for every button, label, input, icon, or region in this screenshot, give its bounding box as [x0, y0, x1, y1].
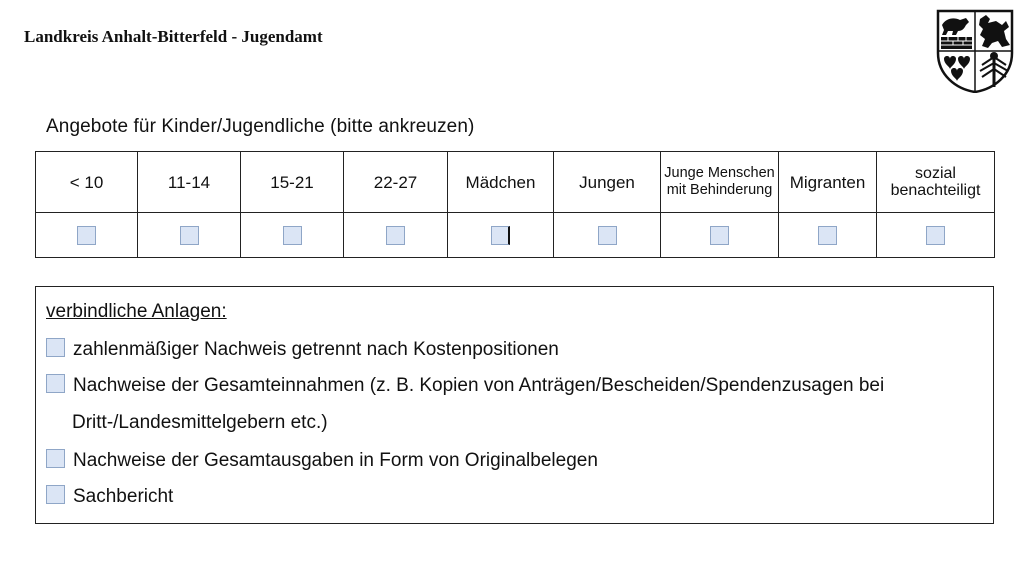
checkbox-jungen[interactable] — [598, 226, 617, 245]
checkbox-gesamteinnahmen[interactable] — [46, 374, 65, 393]
column-header: 15-21 — [241, 152, 344, 213]
column-header: 22-27 — [344, 152, 448, 213]
checkbox-11-14[interactable] — [180, 226, 199, 245]
checkbox-migranten[interactable] — [818, 226, 837, 245]
checkbox-sozial-benachteiligt[interactable] — [926, 226, 945, 245]
attachment-label: Nachweise der Gesamtausgaben in Form von Originalbelegen — [73, 450, 598, 471]
attachments-heading: verbindliche Anlagen: — [46, 301, 227, 322]
column-header: Mädchen — [448, 152, 554, 213]
attachment-label-continuation: Dritt-/Landesmittelgebern etc.) — [72, 412, 328, 433]
checkbox-15-21[interactable] — [283, 226, 302, 245]
column-header: Junge Menschen mit Behinderung — [661, 152, 779, 213]
attachment-label: zahlenmäßiger Nachweis getrennt nach Kostenpositionen — [73, 339, 559, 360]
column-header: Jungen — [554, 152, 661, 213]
table-header-row — [36, 152, 995, 213]
attachments-box — [35, 286, 994, 524]
attachment-item — [46, 486, 173, 508]
attachment-label: Sachbericht — [73, 486, 174, 507]
checkbox-sachbericht[interactable] — [46, 485, 65, 504]
attachment-label: Nachweise der Gesamteinnahmen (z. B. Kopien von Anträgen/Bescheiden/Spendenzusagen bei — [73, 375, 885, 396]
column-header: 11-14 — [138, 152, 241, 213]
checkbox-gesamtausgaben[interactable] — [46, 449, 65, 468]
checkbox-behinderung[interactable] — [710, 226, 729, 245]
checkbox-22-27[interactable] — [386, 226, 405, 245]
attachment-item — [46, 450, 598, 472]
column-header: sozial benachteiligt — [877, 152, 995, 213]
checkbox-under-10[interactable] — [77, 226, 96, 245]
header-title: Landkreis Anhalt-Bitterfeld - Jugendamt — [24, 27, 323, 46]
offers-heading: Angebote für Kinder/Jugendliche (bitte ankreuzen) — [46, 116, 475, 137]
column-header: < 10 — [36, 152, 138, 213]
table-checkbox-row — [36, 213, 995, 258]
target-group-table — [35, 151, 995, 258]
checkbox-kostennachweis[interactable] — [46, 338, 65, 357]
attachment-item — [46, 375, 884, 397]
coat-of-arms-icon — [936, 9, 1014, 93]
attachment-item — [46, 339, 559, 361]
checkbox-maedchen[interactable] — [491, 226, 510, 245]
column-header: Migranten — [779, 152, 877, 213]
